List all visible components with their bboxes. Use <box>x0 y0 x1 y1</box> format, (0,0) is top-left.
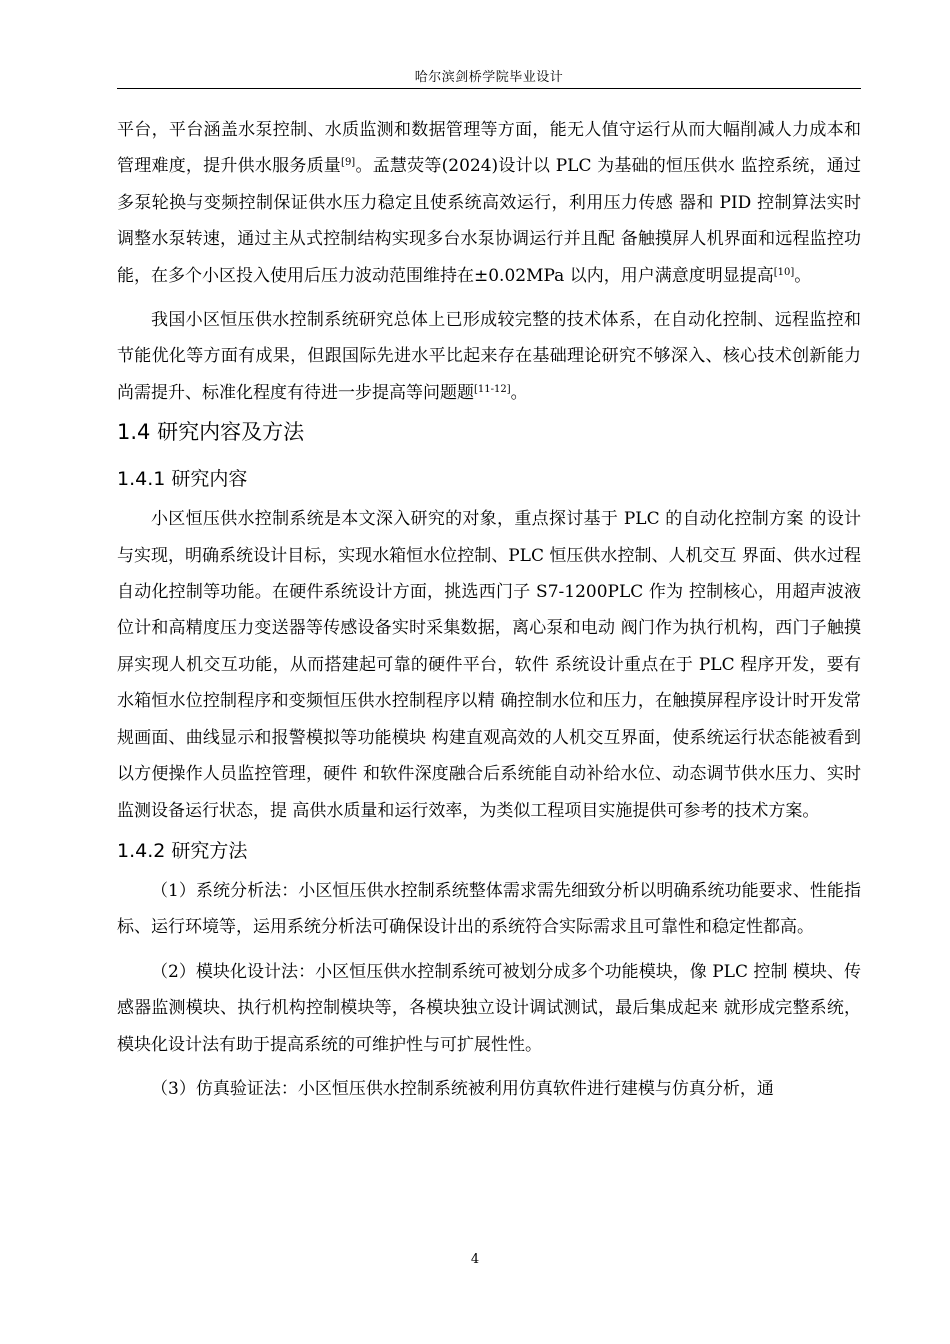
citation: [11-12] <box>474 383 511 395</box>
section-heading-1-4-1: 1.4.1 研究内容 <box>117 468 248 491</box>
paragraph-foreign-research <box>117 112 861 294</box>
citation: [10] <box>773 266 795 278</box>
paragraph-domestic-summary <box>117 302 861 411</box>
paragraph-text: 。孟慧荧等(2024)设计以 PLC 为基础的恒压供水 监控系统，通过多泵轮换与变频控制保证供水压力稳定且使系统高效运行，利用压力传感 器和 PID 控制算法实时调整水泵转速，通过主从式控制结构实现多台水泵协调运行并且配 备触摸屏人机界面和远程监控功能，在多个小区投入使用后压力波动范围维持在±0.02MPa 以内，用户满意度明显提高 <box>117 156 861 286</box>
paragraph-text: 。 <box>794 265 812 286</box>
paragraph-research-content: 小区恒压供水控制系统是本文深入研究的对象，重点探讨基于 PLC 的自动化控制方案 的设计与实现，明确系统设计目标，实现水箱恒水位控制、PLC 恒压供水控制、人机交互 界面、供水过程自动化控制等功能。在硬件系统设计方面，挑选西门子 S7-1200PLC 作为 控制核心，用超声波液位计和高精度压力变送器等传感设备实时采集数据，离心泵和电动 阀门作为执行机构，西门子触摸屏实现人机交互功能，从而搭建起可靠的硬件平台，软件 系统设计重点在于 PLC 程序开发，要有水箱恒水位控制程序和变频恒压供水控制程序以精 确控制水位和压力，在触摸屏程序设计时开发常规画面、曲线显示和报警模拟等功能模块 构建直观高效的人机交互界面，使系统运行状态能被看到以方便操作人员监控管理，硬件 和软件深度融合后系统能自动补给水位、动态调节供水压力、实时监测设备运行状态，提 高供水质量和运行效率，为类似工程项目实施提供可参考的技术方案。 <box>117 509 861 821</box>
paragraph-method-system-analysis: （1）系统分析法：小区恒压供水控制系统整体需求需先细致分析以明确系统功能要求、性能指标、运行环境等，运用系统分析法可确保设计出的系统符合实际需求且可靠性和稳定性都高。 <box>117 880 861 938</box>
section-heading-1-4-2: 1.4.2 研究方法 <box>117 839 248 862</box>
header-rule <box>117 88 861 89</box>
page-body <box>117 112 861 1107</box>
section-heading-1-4: 1.4 研究内容及方法 <box>117 420 305 445</box>
paragraph-text: 。 <box>510 382 528 403</box>
page-number: 4 <box>470 1252 480 1267</box>
citation: [9] <box>341 157 356 169</box>
paragraph-text: 我国小区恒压供水控制系统研究总体上已形成较完整的技术体系，在自动化控制、远程监控和节能优化等方面有成果，但跟国际先进水平比起来存在基础理论研究不够深入、核心技术创新能力尚需提升、标准化程度有待进一步提高等问题题 <box>117 310 861 403</box>
paragraph-method-modular-design: （2）模块化设计法：小区恒压供水控制系统可被划分成多个功能模块，像 PLC 控制 模块、传感器监测模块、执行机构控制模块等，各模块独立设计调试测试，最后集成起来 就形成完整系统，模块化设计法有助于提高系统的可维护性与可扩展性性。 <box>117 961 861 1055</box>
paragraph-method-simulation: （3）仿真验证法：小区恒压供水控制系统被利用仿真软件进行建模与仿真分析，通 <box>151 1078 774 1099</box>
paragraph-text: 平台，平台涵盖水泵控制、水质监测和数据管理等方面，能无人值守运行从而大幅削减人力成本和管理难度，提升供水服务质量 <box>117 120 861 177</box>
page-header: 哈尔滨剑桥学院毕业设计 <box>414 70 564 85</box>
